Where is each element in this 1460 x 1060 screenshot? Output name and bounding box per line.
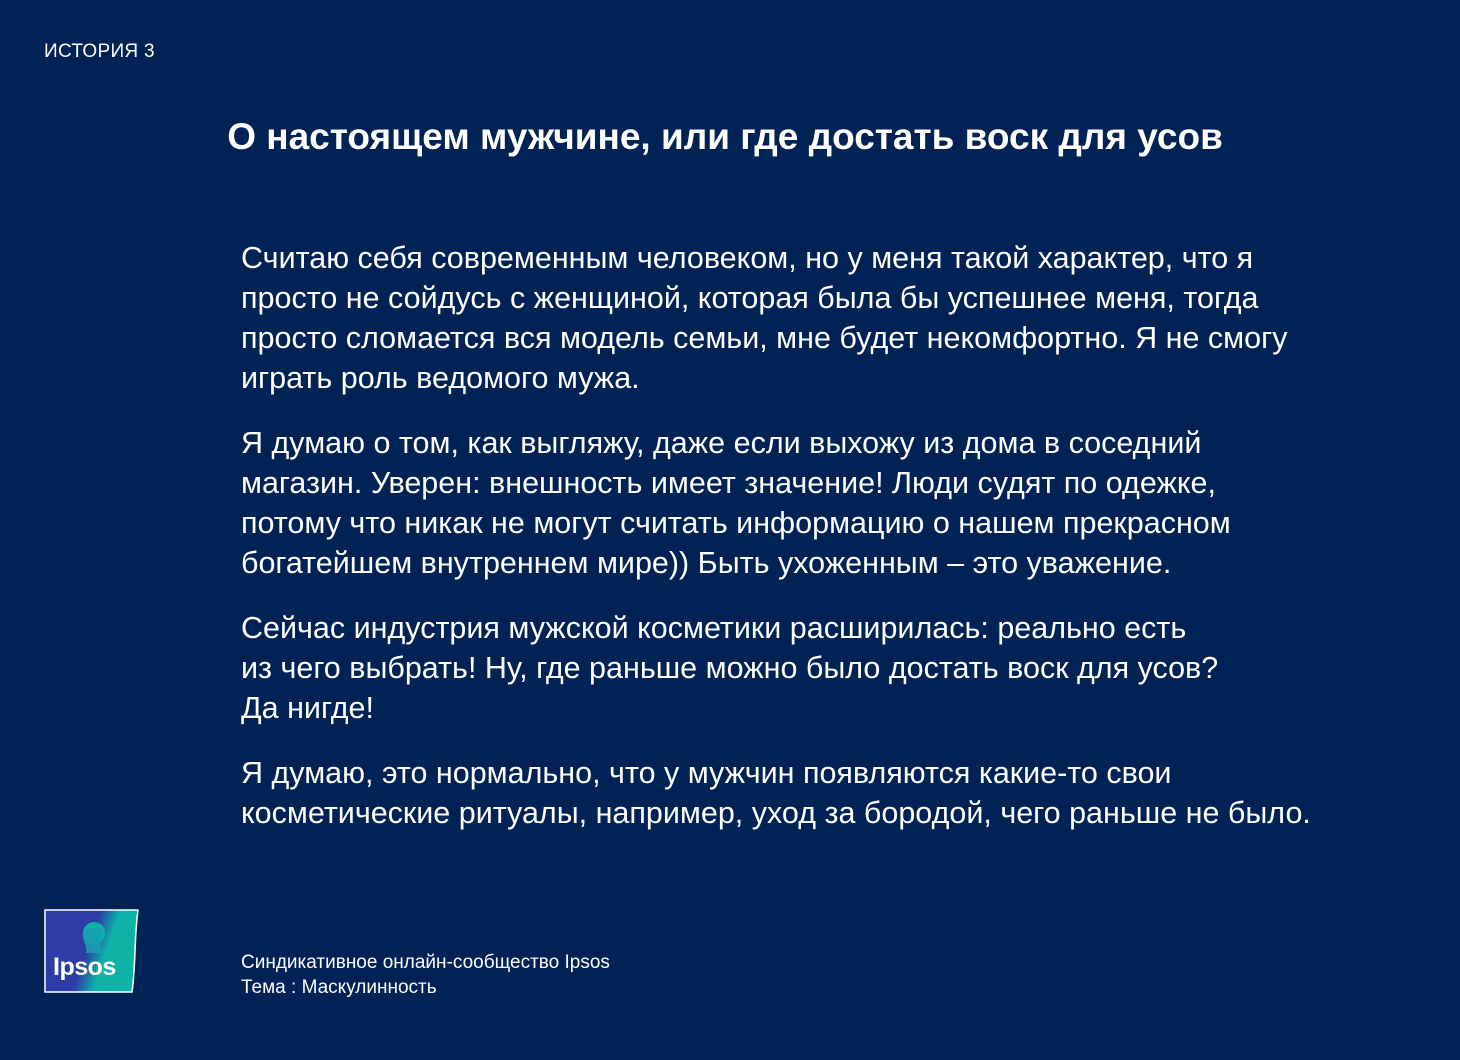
footer <box>241 950 610 1000</box>
quote-paragraph: Я думаю о том, как выгляжу, даже если выхожу из дома в соседний магазин. Уверен: внешность имеет значение! Люди судят по одежке, потому что никак не могут считать информацию о нашем прекрасном богатейшем внутреннем мире)) Быть ухоженным – это уважение. <box>241 426 1231 580</box>
quote-paragraph: Сейчас индустрия мужской косметики расширилась: реально есть из чего выбрать! Ну, где раньше можно было достать воск для усов? Да нигде! <box>241 611 1219 725</box>
slide-title: О настоящем мужчине, или где достать воск для усов <box>227 116 1223 157</box>
quote-paragraph: Считаю себя современным человеком, но у меня такой характер, что я просто не сойдусь с женщиной, которая была бы успешнее меня, тогда просто сломается вся модель семьи, мне будет некомфортно. Я не смогу играть роль ведомого мужа. <box>241 241 1288 395</box>
slide-label: ИСТОРИЯ 3 <box>44 41 155 62</box>
quote-paragraph: Я думаю, это нормально, что у мужчин появляются какие-то свои косметические ритуалы, например, уход за бородой, чего раньше не было. <box>241 756 1311 830</box>
footer-topic: Тема : Маскулинность <box>241 977 437 998</box>
quote-block <box>241 238 1441 858</box>
footer-community: Синдикативное онлайн-сообщество Ipsos <box>241 952 610 973</box>
logo-text: Ipsos <box>53 953 116 981</box>
ipsos-logo <box>44 909 139 993</box>
